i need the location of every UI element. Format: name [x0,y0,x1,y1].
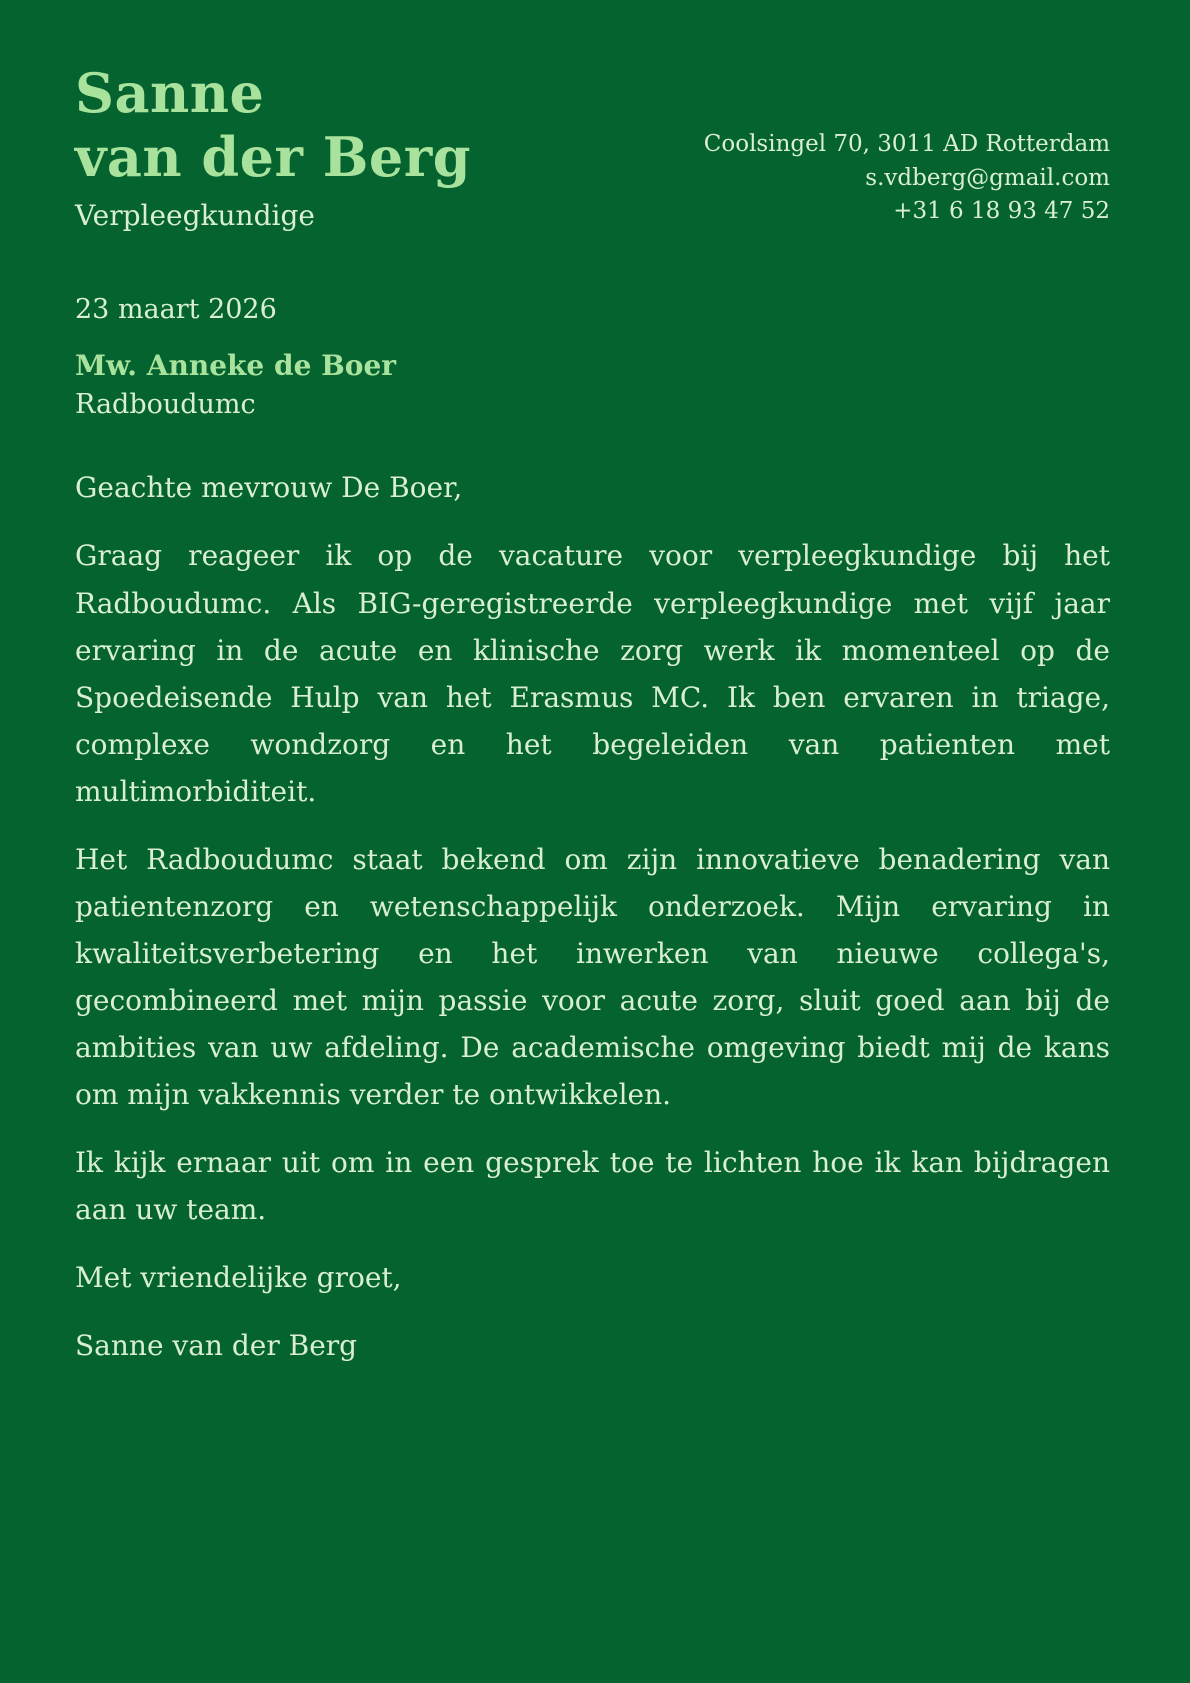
recipient-organization: Radboudumc [75,389,256,421]
paragraph-1: Graag reageer ik op de vacature voor verpleegkundige bij het Radboudumc. Als BIG-geregistreerde verpleegkundige met vijf jaar ervaring in de acute en klinische zorg werk ik momenteel op de Spoedeisende Hulp van het Erasmus MC. Ik ben ervaren in triage, complexe wondzorg en het begeleiden van patienten met multimorbiditeit. [75,539,1110,808]
letter-body [75,464,1110,1369]
sender-name-line2: van der Berg [75,124,471,189]
signature: Sanne van der Berg [75,1328,358,1362]
contact-phone: +31 6 18 93 47 52 [893,198,1110,225]
sender-name [75,62,471,189]
sender-identity [75,62,471,232]
recipient-name: Mw. Anneke de Boer [75,349,397,383]
salutation: Geachte mevrouw De Boer, [75,471,463,505]
contact-info [704,128,1110,232]
letter-date: 23 maart 2026 [75,294,277,326]
closing: Met vriendelijke groet, [75,1260,402,1294]
recipient-block [75,349,1110,420]
contact-address: Coolsingel 70, 3011 AD Rotterdam [703,131,1110,158]
letter-header [75,62,1110,232]
sender-job-title: Verpleegkundige [75,199,315,233]
sender-name-line1: Sanne [75,61,265,125]
contact-email: s.vdberg@gmail.com [865,164,1110,191]
paragraph-3: Ik kijk ernaar uit om in een gesprek toe te lichten hoe ik kan bijdragen aan uw team. [75,1145,1110,1226]
paragraph-2: Het Radboudumc staat bekend om zijn innovatieve benadering van patientenzorg en wetenschappelijk onderzoek. Mijn ervaring in kwaliteitsverbetering en het inwerken van nieuwe collega's, gecombineerd met mijn passie voor acute zorg, sluit goed aan bij de ambities van uw afdeling. De academische omgeving biedt mij de kans om mijn vakkennis verder te ontwikkelen. [75,842,1110,1111]
